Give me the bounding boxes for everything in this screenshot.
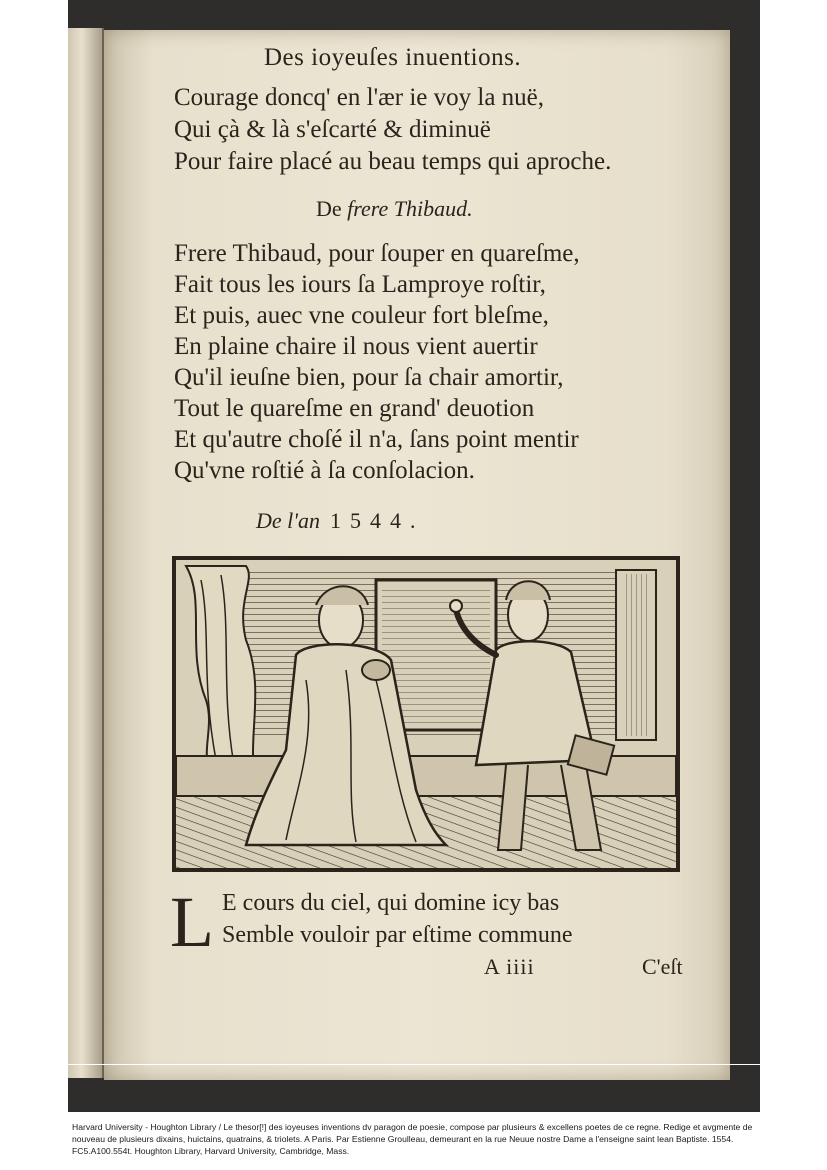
date-prefix: De l'an bbox=[256, 508, 320, 533]
woodcut-illustration bbox=[172, 556, 680, 872]
body-line: E cours du ciel, qui domine icy bas bbox=[222, 890, 560, 916]
poem-line: Qu'il ieuſne bien, pour ſa chair amortir, bbox=[174, 364, 564, 391]
poem-line: Et puis, auec vne couleur fort bleſme, bbox=[174, 302, 549, 329]
section-title-prefix: De bbox=[316, 196, 342, 221]
verse-line: Pour faire placé au beau temps qui aproche. bbox=[174, 148, 612, 175]
woodcut-image bbox=[176, 560, 676, 868]
running-head: Des ioyeuſes inuentions. bbox=[264, 44, 522, 71]
library-caption: Harvard University - Houghton Library / Le thesor[!] des ioyeuses inventions dv paragon de poesie, compose par plusieurs & excellens poetes de ce regne. Redige et avgmente de nouveau de plusieurs dixains, huictains, quatrains, & triolets. A Paris. Par Estienne Groulleau, demeurant en la rue Neuue nostre Dame a l'enseigne saint Iean Baptiste. 1554. FC5.A100.554t. Houghton Library, Harvard University, Cambridge, Mass. bbox=[72, 1122, 753, 1156]
verse-line: Courage doncq' en l'ær ie voy la nuë, bbox=[174, 84, 545, 111]
body-line: Semble vouloir par eſtime commune bbox=[222, 922, 573, 948]
poem-line: Et qu'autre choſé il n'a, ſans point mentir bbox=[174, 426, 579, 453]
poem-line: Qu'vne roſtié à ſa conſolacion. bbox=[174, 457, 475, 484]
section-title bbox=[316, 196, 473, 222]
catchword: C'eſt bbox=[642, 954, 683, 979]
facing-page-edge bbox=[68, 28, 104, 1078]
date-line bbox=[256, 508, 424, 534]
poem-line: Fait tous les iours ſa Lamproye roſtir, bbox=[174, 271, 546, 298]
divider bbox=[68, 1064, 760, 1065]
poem-line: Tout le quareſme en grand' deuotion bbox=[174, 395, 535, 422]
date-year: 1544. bbox=[329, 508, 425, 533]
signature-mark: A iiii bbox=[484, 954, 535, 979]
drop-cap: L bbox=[170, 882, 214, 962]
verse-line: Qui çà & là s'eſcarté & diminuë bbox=[174, 116, 491, 143]
poem-line: En plaine chaire il nous vient auertir bbox=[174, 333, 538, 360]
poem-line: Frere Thibaud, pour ſouper en quareſme, bbox=[174, 240, 580, 267]
book-page bbox=[104, 30, 730, 1080]
section-title-text: frere Thibaud. bbox=[347, 196, 473, 221]
